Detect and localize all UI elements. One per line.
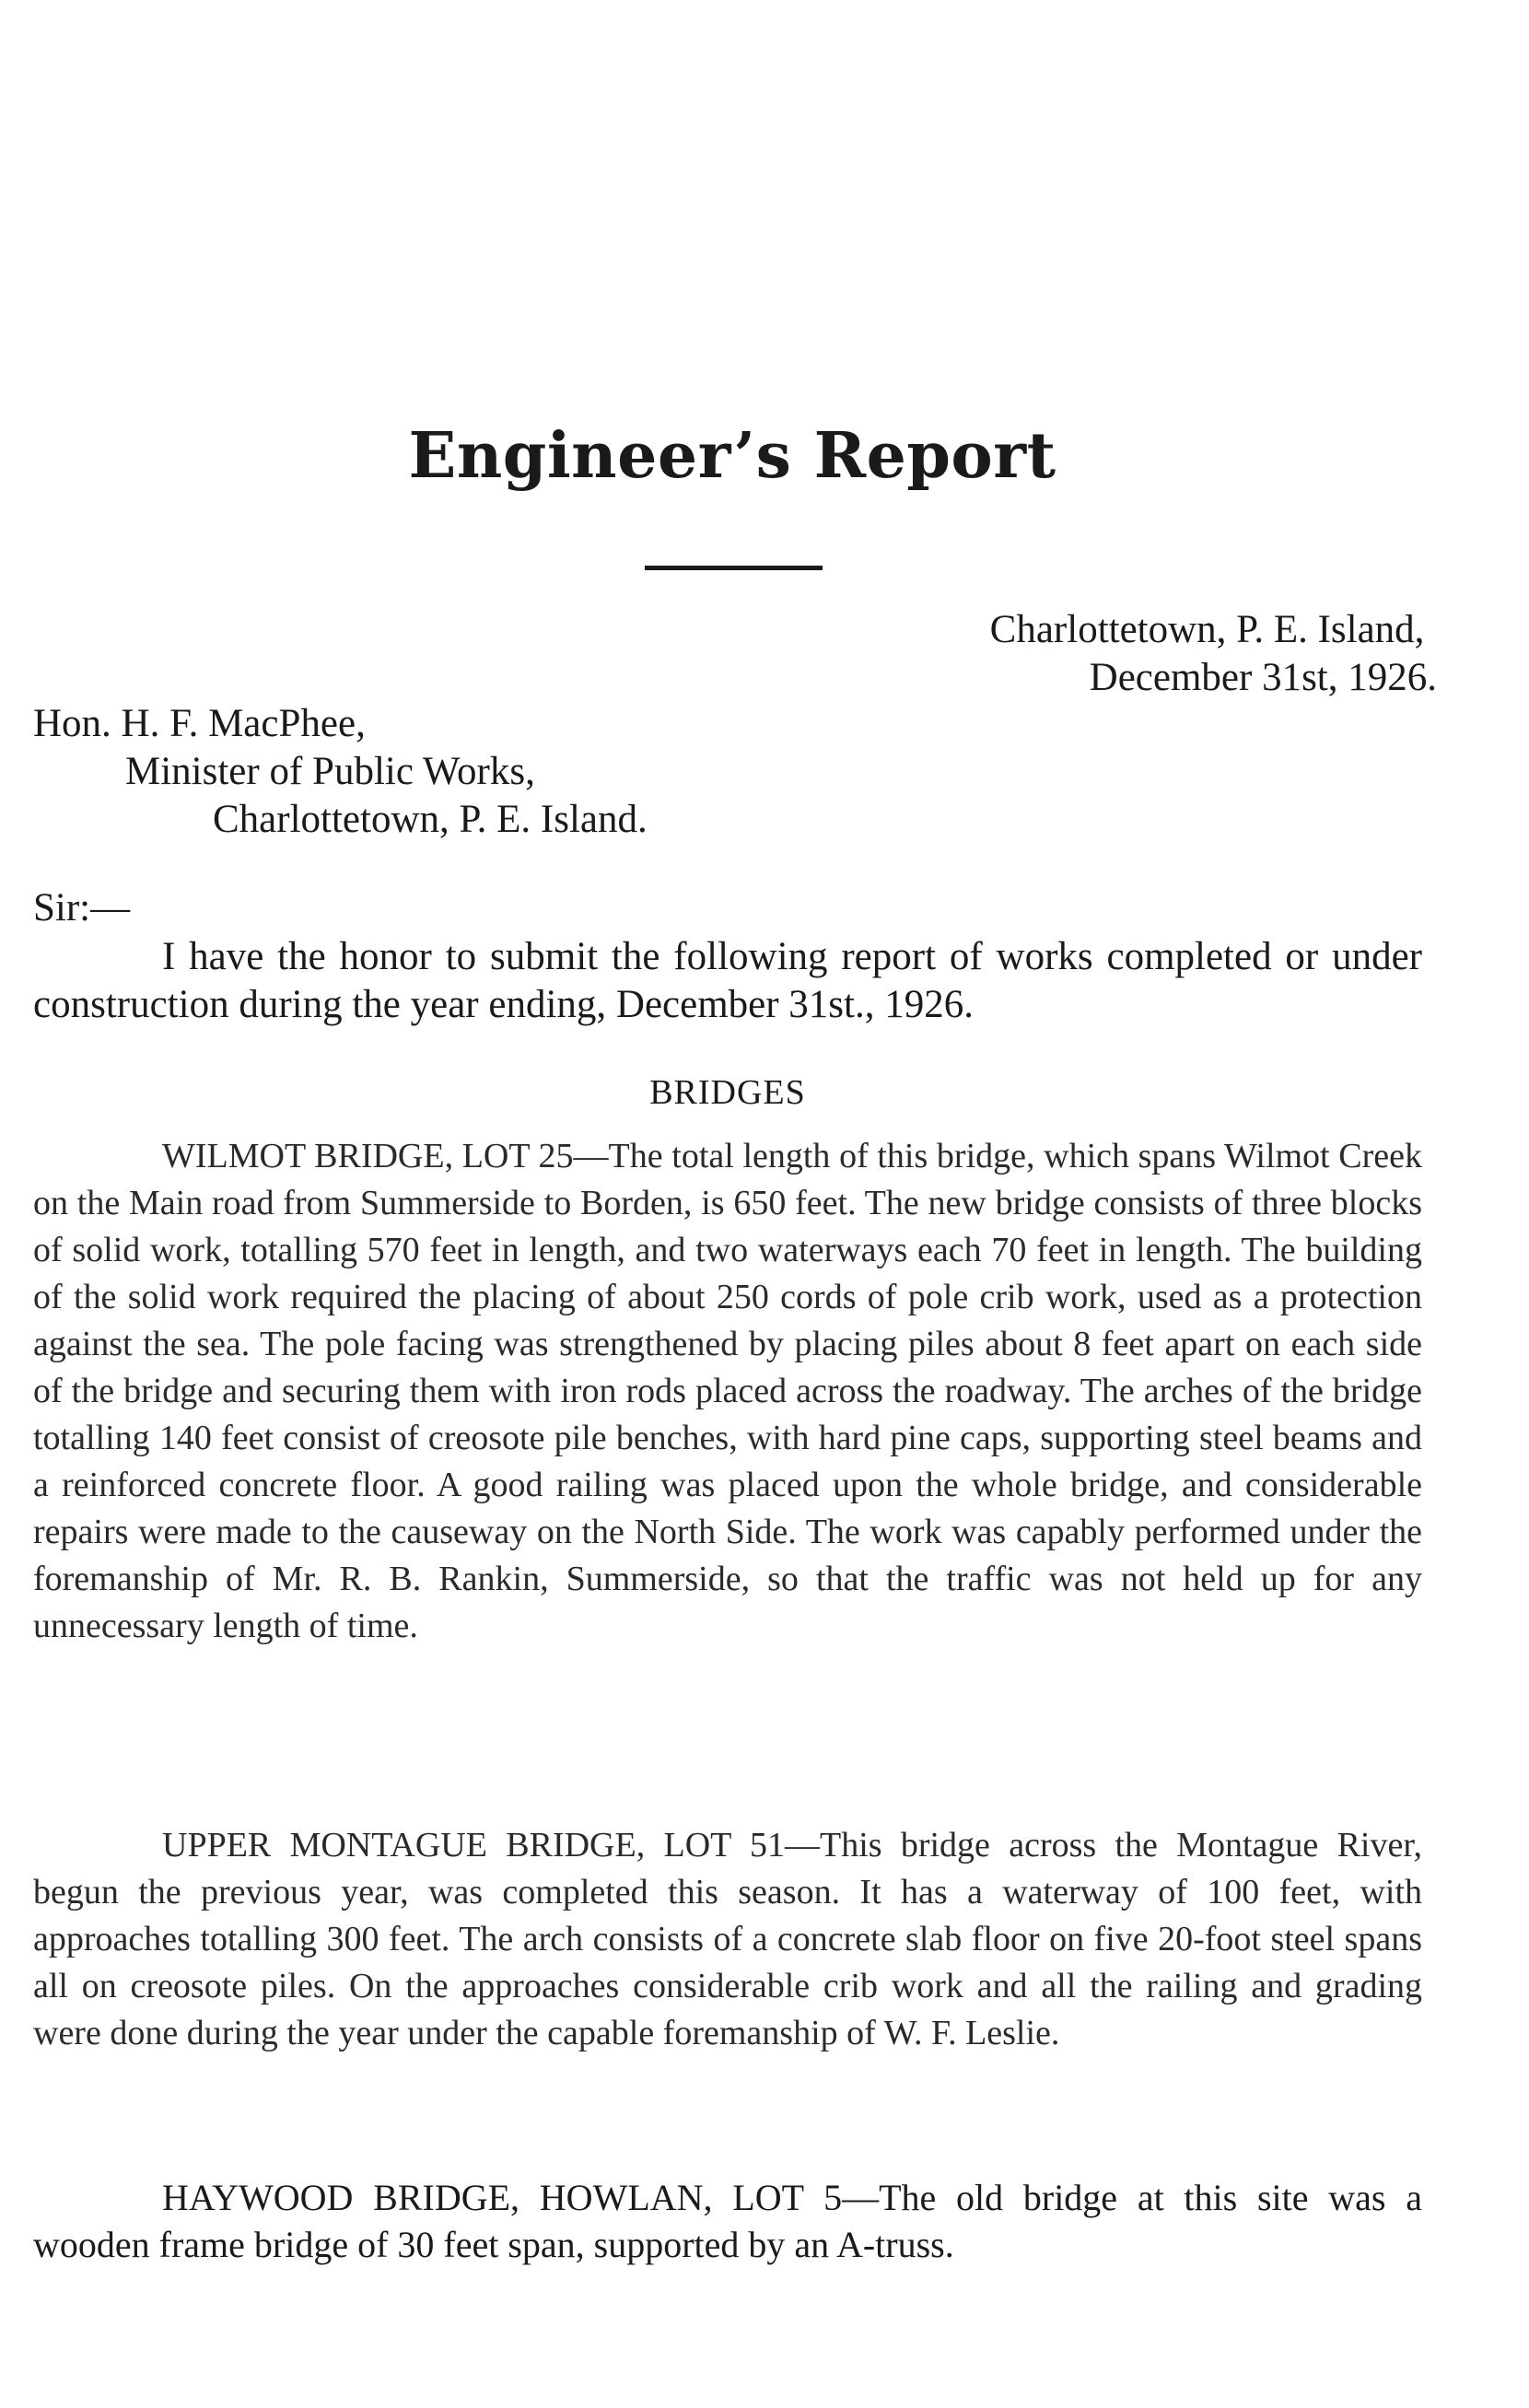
dateline (990, 606, 1437, 702)
section-heading: BRIDGES (649, 1073, 806, 1112)
recipient-address (33, 700, 648, 844)
address-line-1: Hon. H. F. MacPhee, (33, 702, 366, 745)
intro-text: I have the honor to submit the following report of works completed or under construction during the year ending, December 31st., 1926. (33, 935, 1422, 1026)
intro-paragraph (33, 933, 1422, 1029)
page-title: Engineer’s Report (408, 419, 1056, 493)
upper-montague-bridge-paragraph (33, 1822, 1422, 2057)
salutation: Sir:— (33, 886, 131, 929)
address-line-3: Charlottetown, P. E. Island. (213, 798, 648, 841)
wilmot-bridge-paragraph (33, 1133, 1422, 1650)
address-line-2: Minister of Public Works, (125, 750, 535, 793)
haywood-bridge-text: HAYWOOD BRIDGE, HOWLAN, LOT 5—The old bridge at this site was a wooden frame bridge of 30 feet span, supported by an A-truss. (33, 2177, 1422, 2265)
dateline-date: December 31st, 1926. (1089, 656, 1437, 699)
wilmot-bridge-text: WILMOT BRIDGE, LOT 25—The total length of this bridge, which spans Wilmot Creek on the Main road from Summerside to Borden, is 650 feet. The new bridge consists of three blocks of solid work, totalling 570 feet in length, and two waterways each 70 feet in length. The building of the solid work required the placing of about 250 cords of pole crib work, used as a protection against the sea. The pole facing was strengthened by placing piles about 8 feet apart on each side of the bridge and securing them with iron rods placed across the roadway. The arches of the bridge totalling 140 feet consist of creosote pile benches, with hard pine caps, supporting steel beams and a reinforced concrete floor. A good railing was placed upon the whole bridge, and considerable repairs were made to the causeway on the North Side. The work was capably performed under the foremanship of Mr. R. B. Rankin, Summerside, so that the traffic was not held up for any unnecessary length of time. (33, 1137, 1422, 1645)
haywood-bridge-paragraph (33, 2174, 1422, 2268)
dateline-place: Charlottetown, P. E. Island, (989, 608, 1425, 651)
title-divider (645, 566, 823, 570)
upper-montague-bridge-text: UPPER MONTAGUE BRIDGE, LOT 51—This bridge across the Montague River, begun the previous year, was completed this season. It has a waterway of 100 feet, with approaches totalling 300 feet. The arch consists of a concrete slab floor on five 20-foot steel spans all on creosote piles. On the approaches considerable crib work and all the railing and grading were done during the year under the capable foremanship of W. F. Leslie. (33, 1826, 1422, 2052)
